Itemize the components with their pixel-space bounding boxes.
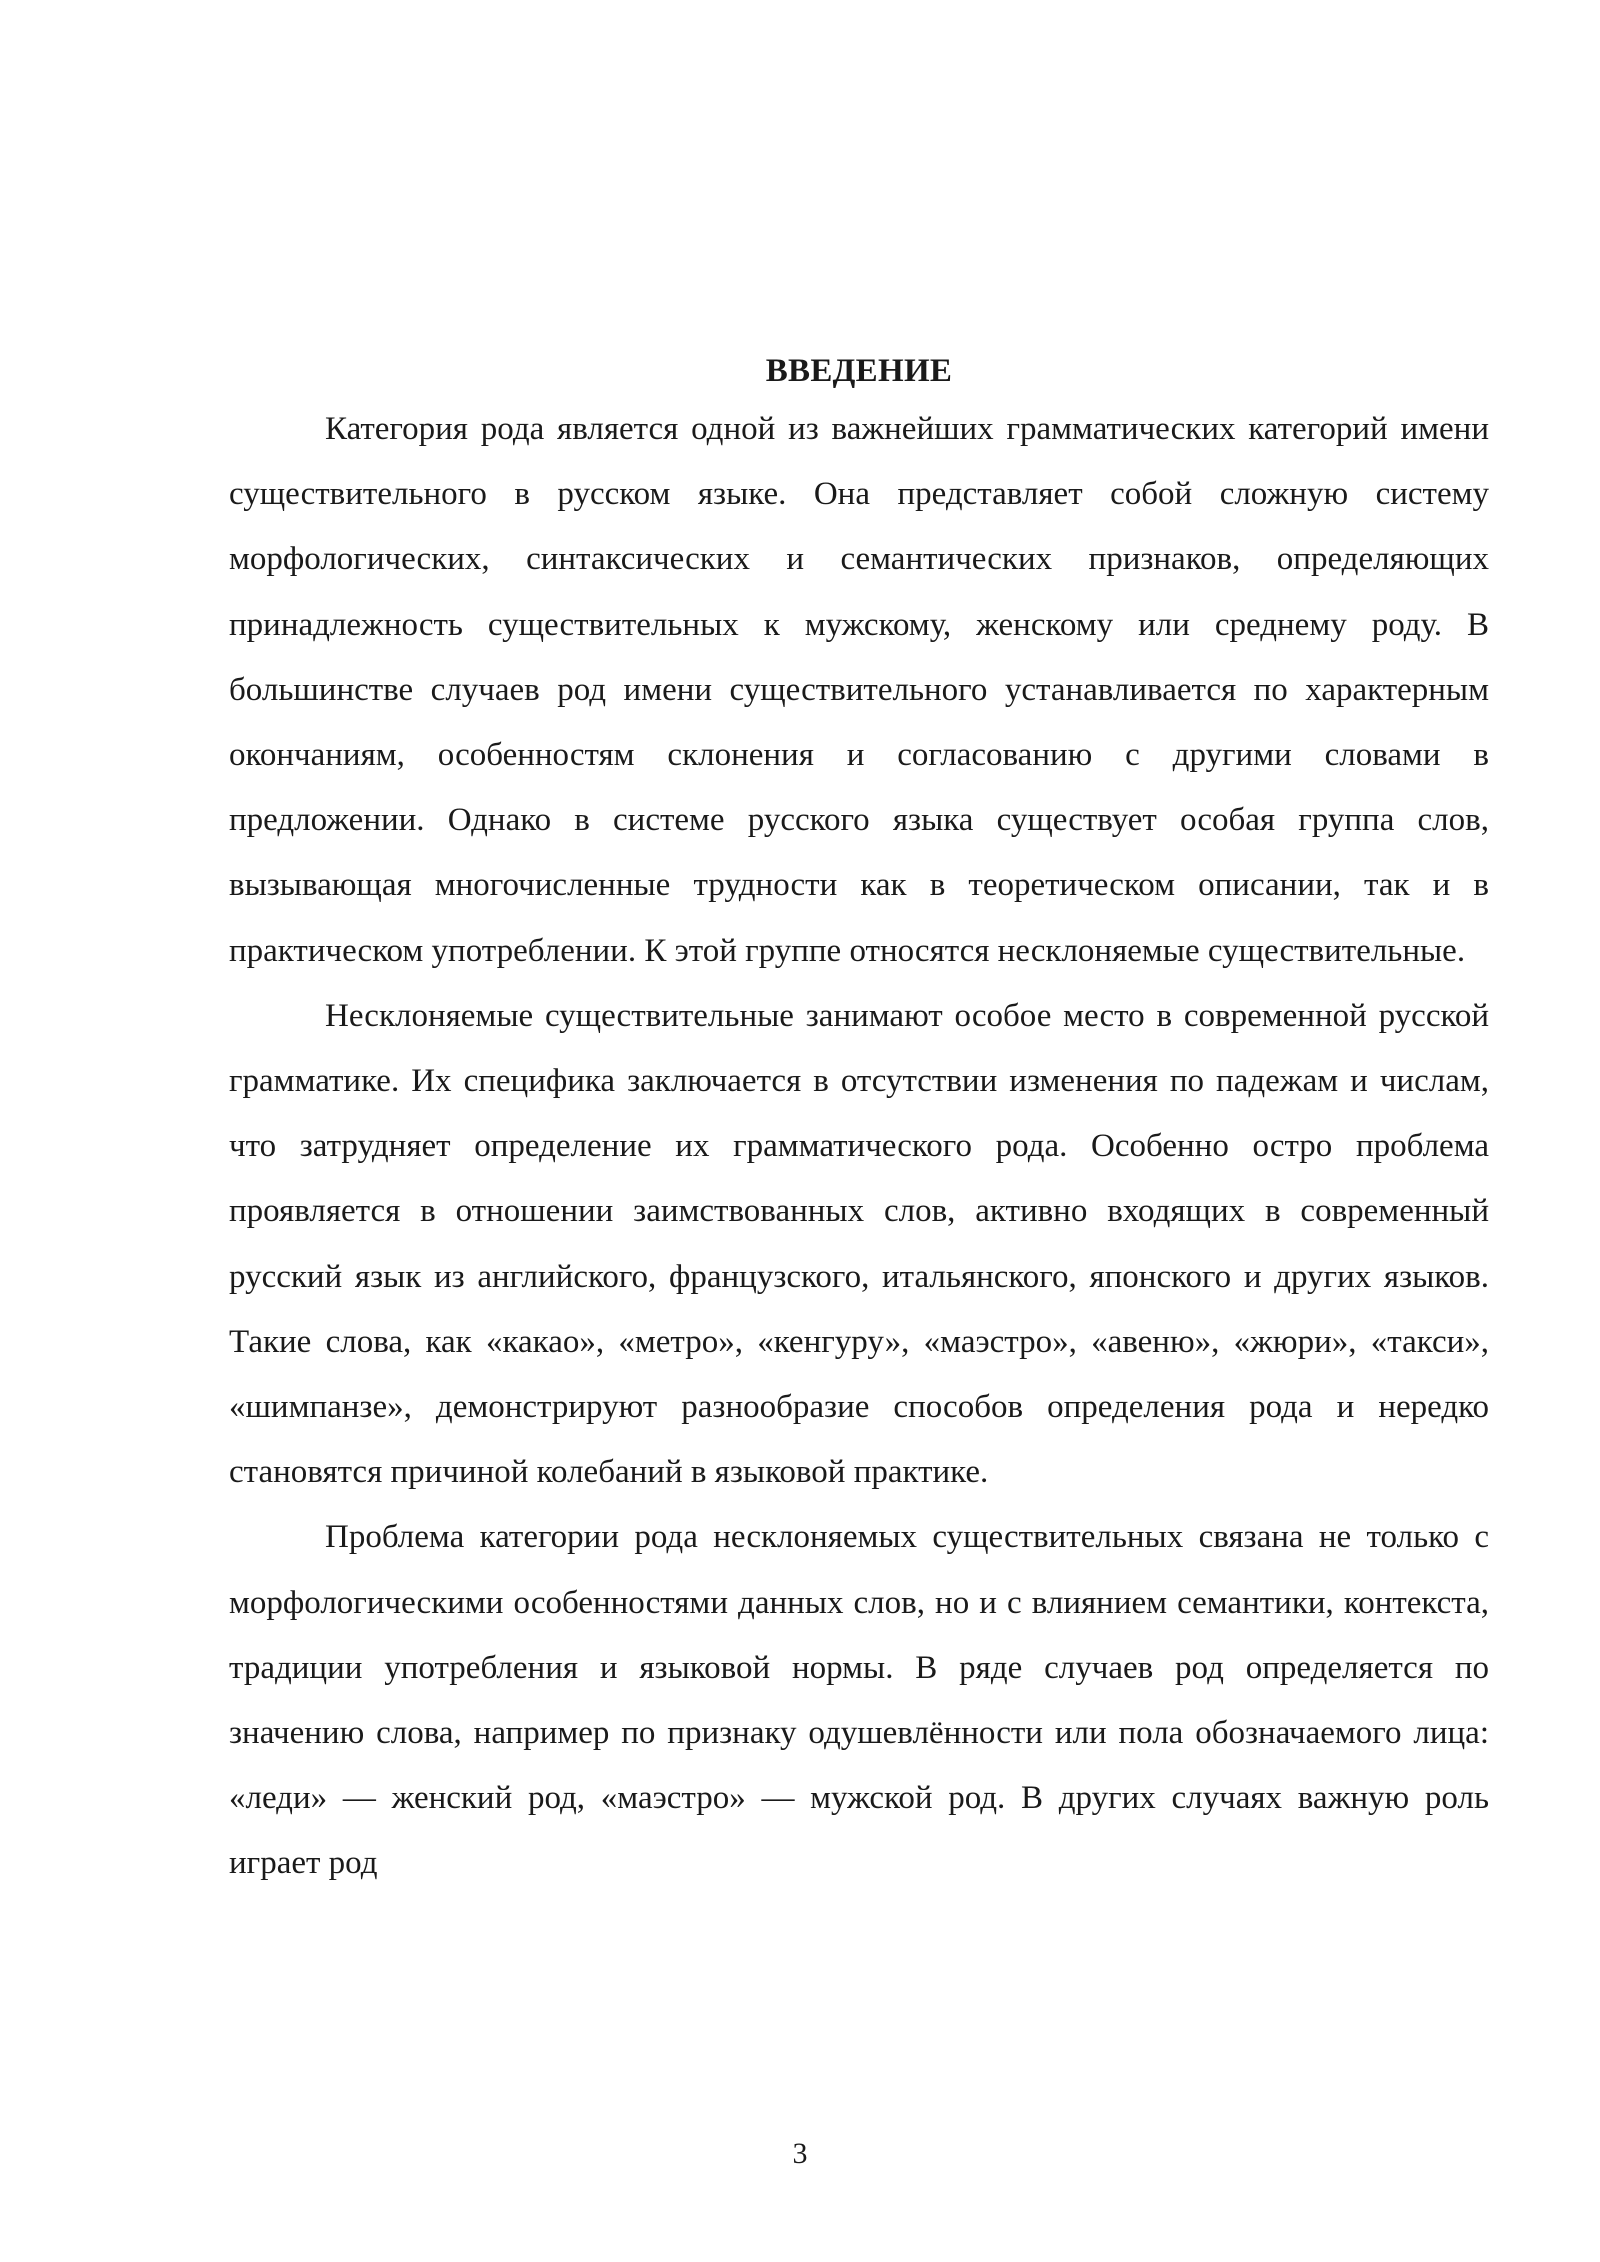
- paragraph-2: Несклоняемые существительные занимают особое место в современной русской грамматике. Их специфика заключается в отсутствии изменения по падежам и числам, что затрудняет определение их грамматического рода. Особенно остро проблема проявляется в отношении заимствованных слов, активно входящих в современный русский язык из английского, французского, итальянского, японского и других языков. Такие слова, как «какао», «метро», «кенгуру», «маэстро», «авеню», «жюри», «такси», «шимпанзе», демонстрируют разнообразие способов определения рода и нередко становятся причиной колебаний в языковой практике.: [229, 997, 1489, 1491]
- page-number: 3: [792, 2137, 808, 2170]
- section-heading: ВВЕДЕНИЕ: [765, 353, 953, 389]
- paragraph-3: Проблема категории рода несклоняемых существительных связана не только с морфологическими особенностями данных слов, но и с влиянием семантики, контекста, традиции употребления и языковой нормы. В ряде случаев род определяется по значению слова, например по признаку одушевлённости или пола обозначаемого лица: «леди» — женский род, «маэстро» — мужской род. В других случаях важную роль играет род: [229, 1519, 1489, 1882]
- page-body: [229, 345, 1489, 1897]
- paragraph-1: Категория рода является одной из важнейших грамматических категорий имени существительного в русском языке. Она представляет собой сложную систему морфологических, синтаксических и семантических признаков, определяющих принадлежность существительных к мужскому, женскому или среднему роду. В большинстве случаев род имени существительного устанавливается по характерным окончаниям, особенностям склонения и согласованию с другими словами в предложении. Однако в системе русского языка существует особая группа слов, вызывающая многочисленные трудности как в теоретическом описании, так и в практическом употреблении. К этой группе относятся несклоняемые существительные.: [229, 411, 1489, 969]
